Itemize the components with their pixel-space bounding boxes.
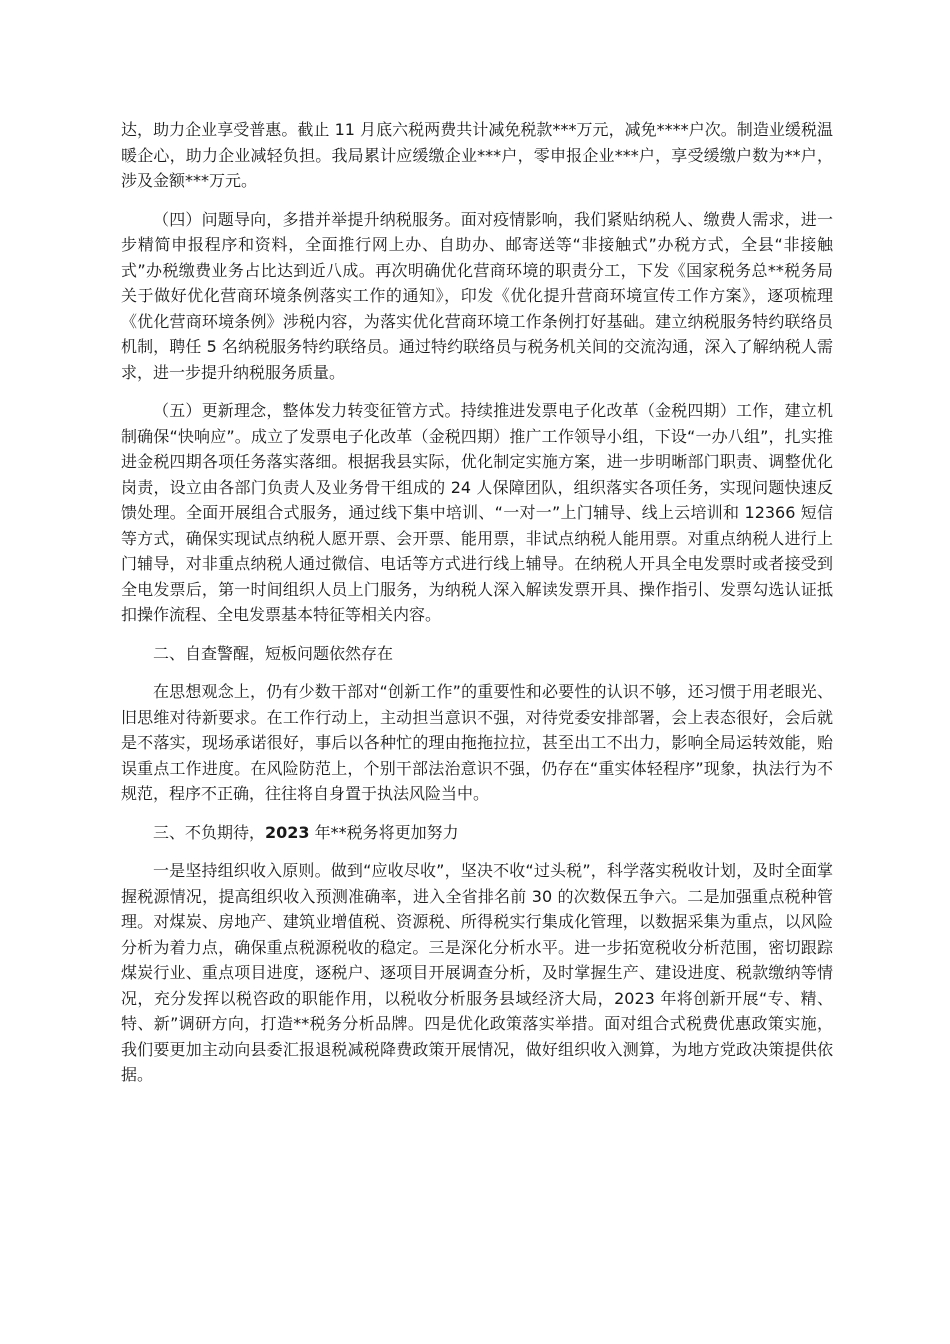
paragraph-section-five: （五）更新理念，整体发力转变征管方式。持续推进发票电子化改革（金税四期）工作，建立机制确保“快响应”。成立了发票电子化改革（金税四期）推广工作领导小组，下设“一办八组”，扎实推进金税四期各项任务落实落细。根据我县实际，优化制定实施方案，进一步明晰部门职责、调整优化岗责，设立由各部门负责人及业务骨干组成的 24 人保障团队，组织落实各项任务，实现问题快速反馈处理。全面开展组合式服务，通过线下集中培训、“一对一”上门辅导、线上云培训和 12366 短信等方式，确保实现试点纳税人愿开票、会开票、能用票，非试点纳税人能用票。对重点纳税人进行上门辅导，对非重点纳税人通过微信、电话等方式进行线上辅导。在纳税人开具全电发票时或者接受到全电发票后，第一时间组织人员上门服务，为纳税人深入解读发票开具、操作指引、发票勾选认证抵扣操作流程、全电发票基本特征等相关内容。: [121, 401, 833, 624]
heading-three-prefix: 三、不负期待，: [153, 822, 266, 842]
heading-three-suffix: 年**税务将更加努力: [309, 822, 459, 842]
heading-three-year: 2023: [265, 822, 310, 842]
paragraph-section-four: （四）问题导向，多措并举提升纳税服务。面对疫情影响，我们紧贴纳税人、缴费人需求，进一步精简申报程序和资料，全面推行网上办、自助办、邮寄送等“非接触式”办税方式，全县“非接触式”办税缴费业务占比达到近八成。再次明确优化营商环境的职责分工，下发《国家税务总**税务局关于做好优化营商环境条例落实工作的通知》，印发《优化提升营商环境宣传工作方案》，逐项梳理《优化营商环境条例》涉税内容，为落实优化营商环境工作条例打好基础。建立纳税服务特约联络员机制，聘任 5 名纳税服务特约联络员。通过特约联络员与税务机关间的交流沟通，深入了解纳税人需求，进一步提升纳税服务质量。: [121, 209, 833, 382]
document-page: [121, 117, 833, 1101]
paragraph-continuation: 达，助力企业享受普惠。截止 11 月底六税两费共计减免税款***万元，减免****户次。制造业缓税温暖企心，助力企业减轻负担。我局累计应缓缴企业***户，零申报企业***户，享受缓缴户数为**户，涉及金额***万元。: [121, 120, 833, 190]
paragraph-plans: 一是坚持组织收入原则。做到“应收尽收”，坚决不收“过头税”，科学落实税收计划，及时全面掌握税源情况，提高组织收入预测准确率，进入全省排名前 30 的次数保五争六。二是加强重点税种管理。对煤炭、房地产、建筑业增值税、资源税、所得税实行集成化管理，以数据采集为重点，以风险分析为着力点，确保重点税源税收的稳定。三是深化分析水平。进一步拓宽税收分析范围，密切跟踪煤炭行业、重点项目进度，逐税户、逐项目开展调查分析，及时掌握生产、建设进度、税款缴纳等情况，充分发挥以税咨政的职能作用，以税收分析服务县域经济大局，2023 年将创新开展“专、精、特、新”调研方向，打造**税务分析品牌。四是优化政策落实举措。面对组合式税费优惠政策实施，我们要更加主动向县委汇报退税减税降费政策开展情况，做好组织收入测算，为地方党政决策提供依据。: [121, 861, 833, 1084]
heading-section-two: 二、自查警醒，短板问题依然存在: [153, 643, 394, 663]
heading-section-three: [121, 820, 833, 846]
paragraph-self-check: 在思想观念上，仍有少数干部对“创新工作”的重要性和必要性的认识不够，还习惯于用老眼光、旧思维对待新要求。在工作行动上，主动担当意识不强，对待党委安排部署，会上表态很好，会后就是不落实，现场承诺很好，事后以各种忙的理由拖拖拉拉，甚至出工不出力，影响全局运转效能，贻误重点工作进度。在风险防范上，个别干部法治意识不强，仍存在“重实体轻程序”现象，执法行为不规范，程序不正确，往往将自身置于执法风险当中。: [121, 682, 833, 803]
